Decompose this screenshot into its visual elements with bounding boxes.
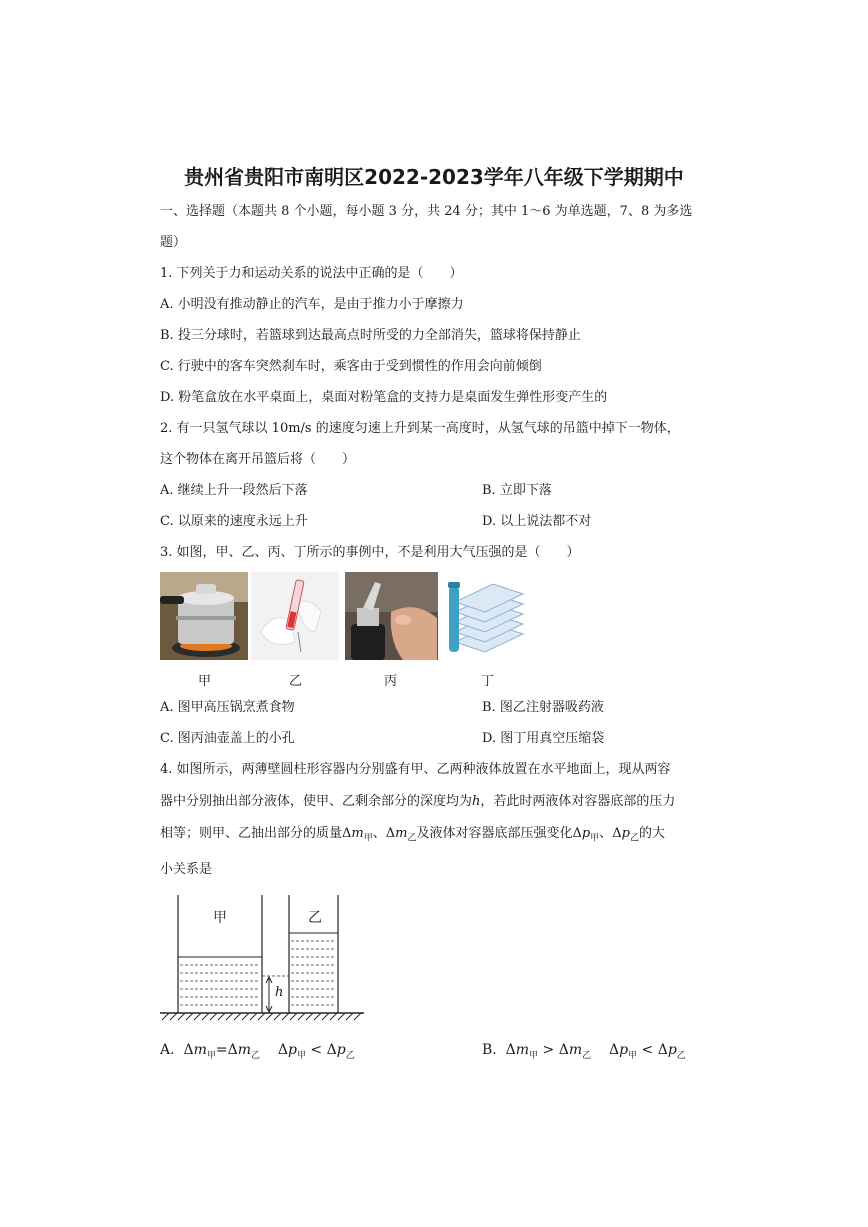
diagram-label-jia: 甲 [213, 910, 227, 926]
section-heading-line2: 题） [160, 235, 187, 250]
caption-yi: 乙 [289, 674, 303, 689]
q2-option-a: A. 继续上升一段然后下落 [160, 483, 308, 498]
q1-option-a: A. 小明没有推动静止的汽车，是由于推力小于摩擦力 [160, 297, 464, 312]
q4-option-b: B. $\Delta m_甲 > \Delta m_乙$ $\Delta p_甲 < \Delta p_乙$ [482, 1042, 686, 1061]
vacuum-bag-photo [445, 572, 525, 660]
q3-option-c: C. 图丙油壶盖上的小孔 [160, 731, 295, 746]
q3-option-d: D. 图丁用真空压缩袋 [482, 731, 605, 746]
caption-ding: 丁 [481, 674, 495, 689]
q1-option-c: C. 行驶中的客车突然刹车时，乘客由于受到惯性的作用会向前倾倒 [160, 359, 542, 374]
q1-option-b: B. 投三分球时，若篮球到达最高点时所受的力全部消失，篮球将保持静止 [160, 328, 581, 343]
q1-option-d: D. 粉笔盒放在水平桌面上，桌面对粉笔盒的支持力是桌面发生弹性形变产生的 [160, 390, 608, 405]
q1-stem: 1. 下列关于力和运动关系的说法中正确的是（ ） [160, 266, 463, 281]
q2-stem-line1: 2. 有一只氢气球以 10m/s 的速度匀速上升到某一高度时，从氢气球的吊篮中掉下一物体， [160, 421, 680, 436]
q4-stem-line4: 小关系是 [160, 862, 213, 877]
q2-stem-line2: 这个物体在离开吊篮后将（ ） [160, 452, 356, 467]
q4-option-a: A. $\Delta m_甲=\Delta m_乙$ $\Delta p_甲 < \Delta p_乙$ [160, 1042, 355, 1061]
q4-stem-line1: 4. 如图所示，两薄壁圆柱形容器内分别盛有甲、乙两种液体放置在水平地面上，现从两容 [160, 762, 671, 777]
diagram-label-yi: 乙 [308, 910, 322, 926]
oil-pot-photo [345, 572, 438, 660]
containers-diagram [158, 893, 368, 1023]
q3-option-b: B. 图乙注射器吸药液 [482, 700, 604, 715]
section-heading-line1: 一、选择题（本题共 8 个小题，每小题 3 分，共 24 分；其中 1～6 为单选题，7、8 为多选 [160, 204, 693, 219]
page-title: 贵州省贵阳市南明区2022-2023学年八年级下学期期中 [184, 165, 684, 189]
q4-stem-line3: 相等；则甲、乙抽出部分的质量$\Delta m_甲$、$\Delta m_乙$及液体对容器底部压强变化$\Delta p_甲$、$\Delta p_乙$的大 [160, 826, 666, 844]
q2-option-c: C. 以原来的速度永远上升 [160, 514, 308, 529]
diagram-label-h: h [275, 985, 284, 1000]
syringe-photo [251, 572, 339, 660]
q2-option-d: D. 以上说法都不对 [482, 514, 592, 529]
pressure-cooker-photo [160, 572, 248, 660]
q3-option-a: A. 图甲高压锅烹煮食物 [160, 700, 295, 715]
q3-stem: 3. 如图，甲、乙、丙、丁所示的事例中，不是利用大气压强的是（ ） [160, 545, 580, 560]
caption-bing: 丙 [384, 674, 398, 689]
q2-option-b: B. 立即下落 [482, 483, 552, 498]
caption-jia: 甲 [198, 674, 212, 689]
q4-stem-line2: 器中分别抽出部分液体，使甲、乙剩余部分的深度均为h，若此时两液体对容器底部的压力 [160, 794, 676, 809]
